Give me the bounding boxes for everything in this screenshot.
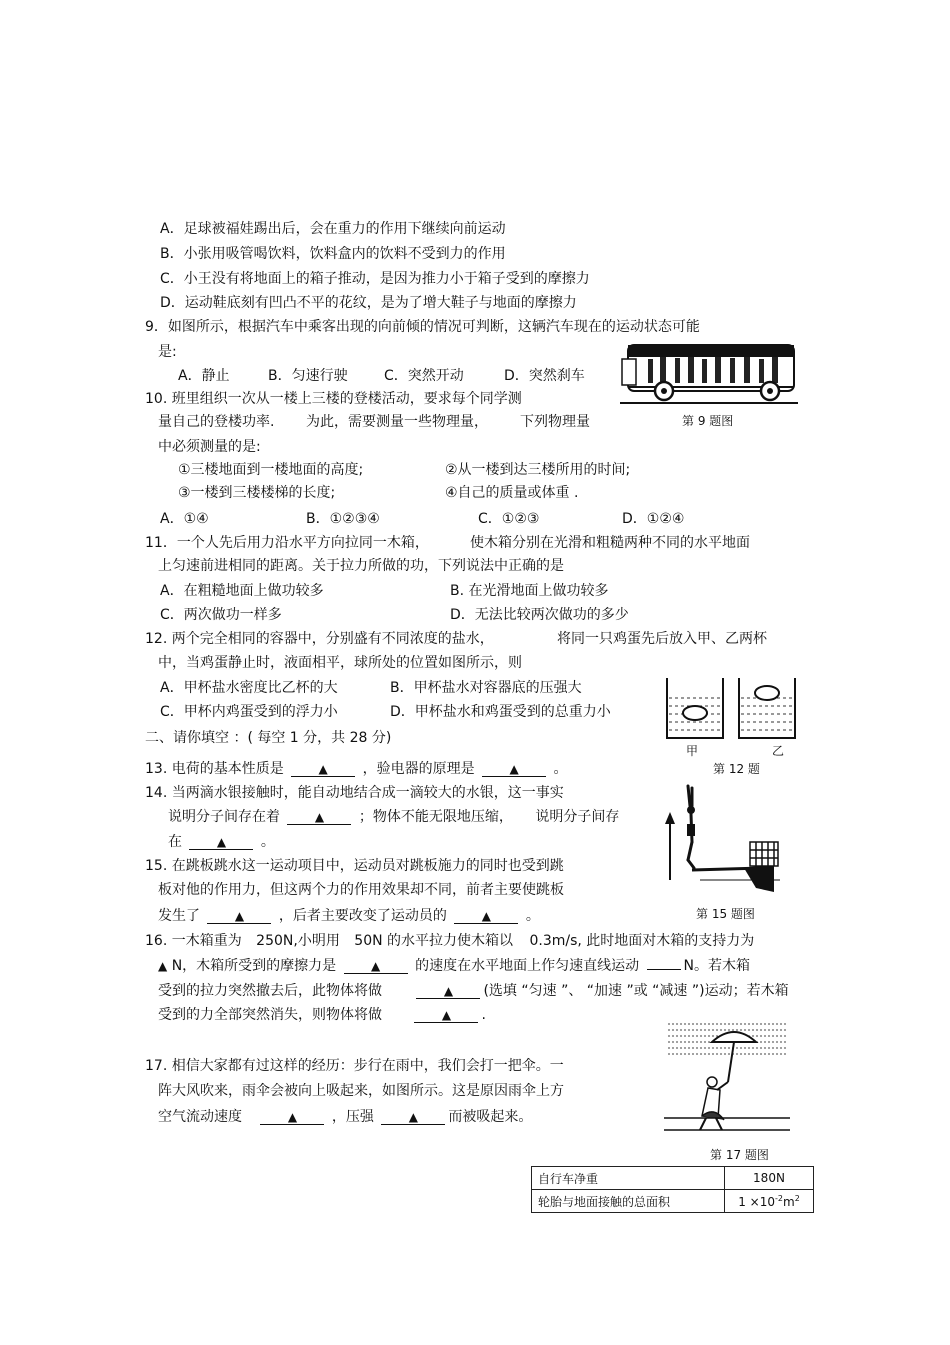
area-base: 1 ×10 <box>738 1194 775 1209</box>
q12-option-c: C．甲杯内鸡蛋受到的浮力小 <box>160 704 338 720</box>
blank-marker: ▲ <box>371 959 381 973</box>
blank-marker: ▲ <box>287 1110 298 1124</box>
q15-text-3c: 。 <box>525 908 540 924</box>
q17-line-3 <box>158 1108 532 1126</box>
q16-text-1c: 50N 的水平拉力使木箱以 <box>354 933 514 949</box>
q14-text-2a: 说明分子间存在着 <box>168 809 280 825</box>
q9-option-d: D．突然刹车 <box>504 368 585 384</box>
q12-option-d: D．甲杯盐水和鸡蛋受到的总重力小 <box>390 704 611 720</box>
q14-text-2b: ；物体不能无限地压缩， <box>358 809 513 825</box>
q16-blank-3[interactable] <box>647 969 681 970</box>
q16-text-3b: (选填 “匀速 ”、 “加速 ”或 “减速 ”)运动；若木箱 <box>483 983 789 999</box>
q15-blank-1[interactable] <box>207 909 271 924</box>
q16-blank-2[interactable] <box>344 959 408 974</box>
table-cell-area <box>725 1190 814 1213</box>
q13-text-a: 13. 电荷的基本性质是 <box>145 761 284 777</box>
q16-text-2c: N。若木箱 <box>683 958 751 974</box>
area-unit: m <box>782 1194 795 1209</box>
q14-line-3 <box>168 833 275 851</box>
q12-label-yi: 乙 <box>772 744 785 758</box>
q17-stem-1: 17. 相信大家都有过这样的经历：步行在雨中，我们会打一把伞。一 <box>145 1058 564 1074</box>
section-2-heading: 二、请你填空 ：( 每空 1 分，共 28 分) <box>145 730 392 746</box>
q12-beakers-figure <box>663 676 799 740</box>
q9-figure-caption: 第 9 题图 <box>682 414 734 428</box>
q13-blank-2[interactable] <box>482 762 546 777</box>
blank-marker: ▲ <box>481 909 491 923</box>
q10-stem: 10. 班里组织一次从一楼上三楼的登楼活动，要求每个同学测 <box>145 391 522 407</box>
q15-stem-1: 15. 在跳板跳水这一运动项目中，运动员对跳板施力的同时也受到跳 <box>145 858 564 874</box>
area-exponent: -2 <box>775 1193 783 1203</box>
q9-stem: 9．如图所示，根据汽车中乘客出现的向前倾的情况可判断，这辆汽车现在的运动状态可能 <box>145 319 700 335</box>
q10-item-4: ④自己的质量或体重 . <box>445 485 579 501</box>
q15-text-3b: ，后者主要改变了运动员的 <box>278 908 447 924</box>
q16-blank-1[interactable]: ▲ <box>158 959 168 973</box>
table-cell: 自行车净重 <box>532 1167 725 1190</box>
blank-marker: ▲ <box>441 1008 452 1022</box>
q15-blank-2[interactable] <box>454 909 518 924</box>
q17-text-3a: 空气流动速度 <box>158 1109 242 1125</box>
q14-line-2 <box>168 808 619 826</box>
q8-option-d: D．运动鞋底刻有凹凸不平的花纹，是为了增大鞋子与地面的摩擦力 <box>160 295 577 311</box>
q11-stem-1a: 11．一个人先后用力沿水平方向拉同一木箱， <box>145 535 429 551</box>
q13-text-c: 。 <box>553 761 568 777</box>
q16-blank-4[interactable] <box>416 984 480 999</box>
q14-stem-1: 14. 当两滴水银接触时，能自动地结合成一滴较大的水银，这一事实 <box>145 785 564 801</box>
q11-stem-2: 上匀速前进相同的距离。关于拉力所做的功，下列说法中正确的是 <box>158 558 564 574</box>
q13-text-b: ，验电器的原理是 <box>362 761 475 777</box>
q15-diver-figure <box>662 784 786 900</box>
q11-option-c: C．两次做功一样多 <box>160 607 282 623</box>
q12-option-b: B．甲杯盐水对容器底的压强大 <box>390 680 582 696</box>
q17-stem-2: 阵大风吹来，雨伞会被向上吸起来，如图所示。这是原因雨伞上方 <box>158 1083 564 1099</box>
table-cell: 轮胎与地面接触的总面积 <box>532 1190 725 1213</box>
blank-marker: ▲ <box>318 762 328 776</box>
q16-text-3a: 受到的拉力突然撤去后，此物体将做 <box>158 983 382 999</box>
q10-stem-2c: 下列物理量 <box>520 414 590 430</box>
q17-text-3c: 而被吸起来。 <box>448 1109 533 1125</box>
q12-stem-2: 中，当鸡蛋静止时，液面相平，球所处的位置如图所示，则 <box>158 655 522 671</box>
blank-marker: ▲ <box>234 909 245 923</box>
q13-blank-1[interactable] <box>291 762 355 777</box>
area-unit-exponent: 2 <box>794 1193 800 1203</box>
table-cell: 180N <box>725 1167 814 1190</box>
q14-text-3a: 在 <box>168 834 182 850</box>
q9-bus-figure <box>620 341 798 407</box>
q11-option-b: B. 在光滑地面上做功较多 <box>450 583 609 599</box>
q11-stem-1b: 使木箱分别在光滑和粗糙两种不同的水平地面 <box>470 535 750 551</box>
q11-option-d: D．无法比较两次做功的多少 <box>450 607 629 623</box>
q12-stem-1b: 将同一只鸡蛋先后放入甲、乙两杯 <box>557 631 767 647</box>
q16-text-1a: 16. 一木箱重为 <box>145 933 242 949</box>
q13 <box>145 760 568 778</box>
q10-stem-2b: 为此，需要测量一些物理量， <box>306 414 488 430</box>
q16-text-4b: . <box>481 1007 486 1023</box>
blank-marker: ▲ <box>408 1110 418 1124</box>
q12-option-a: A．甲杯盐水密度比乙杯的大 <box>160 680 338 696</box>
q17-blank-1[interactable] <box>260 1110 324 1125</box>
q14-blank-2[interactable] <box>189 835 253 850</box>
q10-stem-2a: 量自己的登楼功率. <box>158 414 275 430</box>
q12-figure-caption: 第 12 题 <box>713 762 760 776</box>
q16-line-2 <box>158 957 750 975</box>
q16-line-4 <box>158 1006 486 1024</box>
q11-option-a: A．在粗糙地面上做功较多 <box>160 583 324 599</box>
q12-stem-1a: 12. 两个完全相同的容器中，分别盛有不同浓度的盐水， <box>145 631 494 647</box>
q14-blank-1[interactable] <box>287 810 351 825</box>
q10-option-b: B．①②③④ <box>306 511 380 527</box>
blank-marker: ▲ <box>216 835 227 849</box>
q12-label-jia: 甲 <box>686 744 699 758</box>
q16-line-1 <box>145 932 754 950</box>
bicycle-spec-table <box>531 1166 814 1213</box>
table-row <box>532 1167 814 1190</box>
q16-text-4a: 受到的力全部突然消失，则物体将做 <box>158 1007 382 1023</box>
q10-item-3: ③一楼到三楼楼梯的长度; <box>178 485 336 501</box>
q15-text-3a: 发生了 <box>158 908 200 924</box>
q16-text-2b: 的速度在水平地面上作匀速直线运动 <box>415 958 640 974</box>
q15-stem-2: 板对他的作用力，但这两个力的作用效果却不同，前者主要使跳板 <box>158 882 564 898</box>
q15-line-3 <box>158 907 540 925</box>
blank-marker: ▲ <box>314 810 325 824</box>
q10-item-2: ②从一楼到达三楼所用的时间; <box>445 462 631 478</box>
q8-option-a: A．足球被福娃踢出后，会在重力的作用下继续向前运动 <box>160 221 506 237</box>
q15-figure-caption: 第 15 题图 <box>696 907 755 921</box>
q9-option-b: B．匀速行驶 <box>268 368 348 384</box>
q16-text-1d: 0.3m/s, 此时地面对木箱的支持力为 <box>529 933 755 949</box>
q10-option-d: D．①②④ <box>622 511 685 527</box>
q8-option-c: C．小王没有将地面上的箱子推动，是因为推力小于箱子受到的摩擦力 <box>160 271 590 287</box>
q16-line-3 <box>158 982 789 1000</box>
q17-umbrella-figure <box>662 1020 792 1134</box>
q10-stem-3: 中必须测量的是: <box>158 439 261 455</box>
q9-option-a: A．静止 <box>178 368 230 384</box>
q17-text-3b: ，压强 <box>331 1109 374 1125</box>
blank-marker: ▲ <box>509 762 519 776</box>
q10-option-c: C．①②③ <box>478 511 540 527</box>
q16-blank-5[interactable] <box>414 1008 478 1023</box>
q14-text-3b: 。 <box>260 834 275 850</box>
blank-marker: ▲ <box>443 984 454 998</box>
q16-text-1b: 250N,小明用 <box>256 933 340 949</box>
q9-stem-2: 是: <box>158 344 177 360</box>
q16-text-2a: N，木箱所受到的摩擦力是 <box>171 958 337 974</box>
q8-option-b: B．小张用吸管喝饮料，饮料盒内的饮料不受到力的作用 <box>160 246 506 262</box>
q10-option-a: A．①④ <box>160 511 209 527</box>
q17-figure-caption: 第 17 题图 <box>710 1148 769 1162</box>
q17-blank-2[interactable] <box>381 1110 445 1125</box>
q14-text-2c: 说明分子间存 <box>535 809 620 825</box>
table-row <box>532 1190 814 1213</box>
q9-option-c: C．突然开动 <box>384 368 464 384</box>
q10-item-1: ①三楼地面到一楼地面的高度; <box>178 462 364 478</box>
